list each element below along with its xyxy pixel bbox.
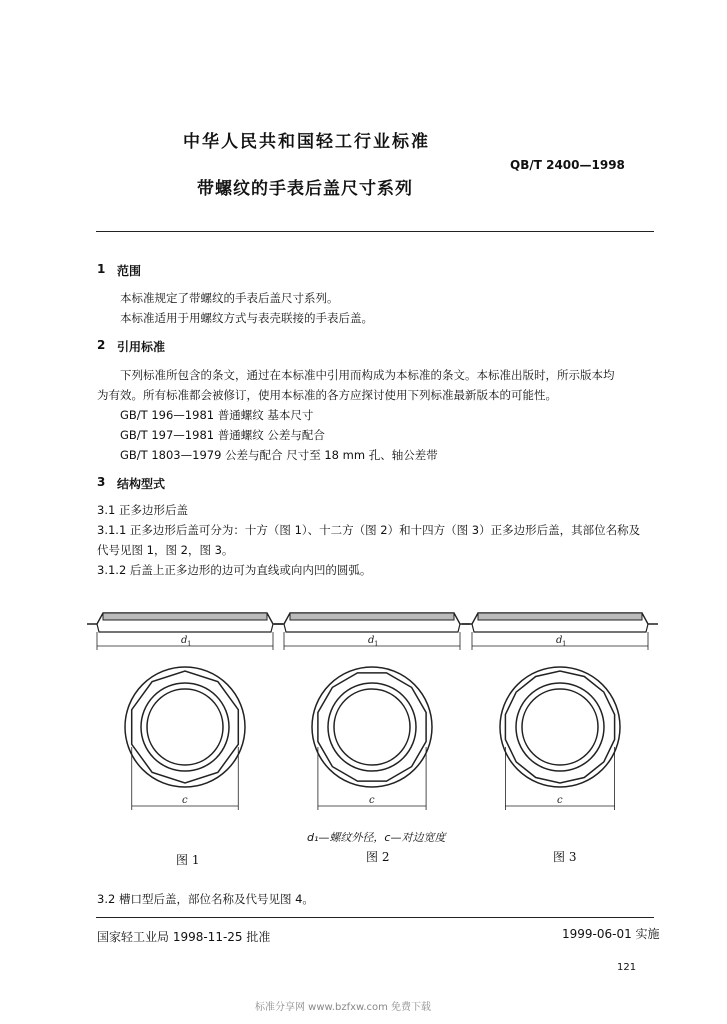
cover-profile-thread — [472, 624, 648, 632]
cover-profile-thread — [97, 624, 273, 632]
outer-circle — [500, 667, 620, 787]
section-2-heading: 引用标准 — [117, 340, 166, 354]
dimension-label-d1-subscript: 1 — [562, 640, 567, 648]
section-1-paragraph-1: 本标准规定了带螺纹的手表后盖尺寸系列。 — [120, 291, 339, 305]
innermost-circle — [334, 689, 410, 765]
cover-profile-thread — [284, 624, 460, 632]
outer-circle — [312, 667, 432, 787]
dimension-label-c: c — [557, 795, 563, 806]
figure-1-label: 图 1 — [176, 853, 200, 867]
reference-standard: GB/T 196—1981 普通螺纹 基本尺寸 — [120, 408, 314, 422]
reference-standard: GB/T 197—1981 普通螺纹 公差与配合 — [120, 428, 325, 442]
innermost-circle — [147, 689, 223, 765]
implementation-date: 1999-06-01 实施 — [562, 927, 660, 941]
section-1-heading: 范围 — [117, 264, 142, 278]
standard-number: QB/T 2400—1998 — [510, 158, 625, 172]
outer-circle — [125, 667, 245, 787]
approval-info: 国家轻工业局 1998-11-25 批准 — [97, 930, 271, 944]
section-1-number: 1 — [97, 262, 106, 276]
document-title: 带螺纹的手表后盖尺寸系列 — [197, 179, 413, 199]
inner-circle — [141, 683, 229, 771]
cover-profile-hatch — [478, 613, 642, 620]
section-2-number: 2 — [97, 338, 106, 352]
section-1-paragraph-2: 本标准适用于用螺纹方式与表壳联接的手表后盖。 — [120, 311, 373, 325]
dimension-label-d1: d — [181, 635, 188, 646]
cover-profile-hatch — [290, 613, 454, 620]
dimension-label-c: c — [369, 795, 375, 806]
section-2-paragraph-line-1: 下列标准所包含的条文，通过在本标准中引用而构成为本标准的条文。本标准出版时，所示版本均 — [120, 368, 615, 382]
dimension-label-d1-subscript: 1 — [374, 640, 379, 648]
section-3-number: 3 — [97, 475, 106, 489]
dimension-label-d1: d — [556, 635, 563, 646]
cover-profile-hatch — [103, 613, 267, 620]
figure-caption: d₁—螺纹外径，c—对边宽度 — [307, 831, 446, 844]
dimension-label-d1: d — [368, 635, 375, 646]
subsection-3-2: 3.2 槽口型后盖，部位名称及代号见图 4。 — [97, 892, 314, 906]
section-3-heading: 结构型式 — [117, 477, 166, 491]
subsection-3-1-2: 3.1.2 后盖上正多边形的边可为直线或向内凹的圆弧。 — [97, 563, 372, 577]
footer-rule — [96, 917, 654, 918]
subsection-3-1: 3.1 正多边形后盖 — [97, 503, 188, 517]
subsection-3-1-1-line-2: 代号见图 1，图 2，图 3。 — [97, 543, 234, 557]
dimension-label-d1-subscript: 1 — [187, 640, 192, 648]
watermark-text: 标准分享网 www.bzfxw.com 免费下载 — [255, 1002, 431, 1013]
reference-standard: GB/T 1803—1979 公差与配合 尺寸至 18 mm 孔、轴公差带 — [120, 448, 438, 462]
subsection-3-1-1-line-1: 3.1.1 正多边形后盖可分为：十方（图 1）、十二方（图 2）和十四方（图 3）正多边形后盖，其部位名称及 — [97, 523, 641, 537]
page-number: 121 — [617, 962, 637, 973]
figure-2-label: 图 2 — [366, 850, 390, 864]
inner-circle — [516, 683, 604, 771]
innermost-circle — [522, 689, 598, 765]
section-2-paragraph-line-2: 为有效。所有标准都会被修订，使用本标准的各方应探讨使用下列标准最新版本的可能性。 — [97, 388, 557, 402]
inner-circle — [328, 683, 416, 771]
dimension-label-c: c — [182, 795, 188, 806]
figure-3-label: 图 3 — [553, 850, 577, 864]
issuing-organization: 中华人民共和国轻工行业标准 — [183, 132, 430, 152]
